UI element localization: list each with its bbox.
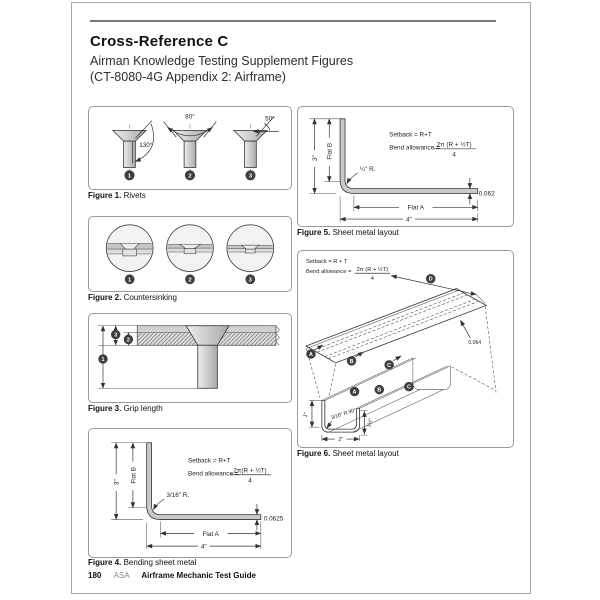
figure6-label: Figure 6. bbox=[297, 449, 331, 458]
figure6-formulas bbox=[306, 259, 390, 282]
badge-2: 2 bbox=[188, 173, 192, 180]
figure1-badges bbox=[124, 170, 255, 180]
figure1-caption bbox=[88, 191, 146, 200]
figure1-caption-text: Rivets bbox=[123, 191, 146, 200]
marker-d: D bbox=[428, 276, 433, 283]
page-footer bbox=[88, 571, 256, 580]
bend-allowance-numerator: 2π (R + ½T) bbox=[356, 266, 389, 273]
figure1-drawing bbox=[89, 107, 289, 187]
figure4-label: Figure 4. bbox=[88, 558, 122, 567]
dim-4in: 4" bbox=[406, 216, 412, 224]
figure5-caption-text: Sheet metal layout bbox=[332, 228, 399, 237]
bend-radius: 3/16" R 90° bbox=[330, 407, 358, 422]
figure2-badges bbox=[125, 274, 255, 284]
bend-radius: 3/16" R. bbox=[166, 491, 190, 499]
figure6-caption bbox=[297, 449, 399, 458]
rivet-3 bbox=[234, 115, 279, 178]
setback-formula: Setback = R+T bbox=[389, 131, 432, 139]
marker-a-formed: A bbox=[352, 389, 357, 396]
flat-pattern bbox=[306, 289, 486, 363]
figure1-box bbox=[88, 106, 292, 190]
thickness-value: 0.062 bbox=[478, 190, 495, 198]
subtitle-line-2: (CT-8080-4G Appendix 2: Airframe) bbox=[90, 70, 286, 84]
bend-allowance-label: Bend allowance = bbox=[188, 470, 239, 478]
figure3-label: Figure 3. bbox=[88, 404, 122, 413]
figure5-label: Figure 5. bbox=[297, 228, 331, 237]
dim-right-leg: 1½" bbox=[366, 417, 375, 429]
flat-a-label: Flat A bbox=[202, 530, 219, 538]
badge-3: 3 bbox=[248, 173, 253, 180]
dim-left-leg: 1" bbox=[302, 412, 310, 419]
rivet bbox=[186, 326, 229, 389]
formed-channel bbox=[322, 358, 451, 432]
dim-3in: 3" bbox=[311, 155, 319, 162]
figure6-drawing bbox=[298, 251, 511, 445]
setback-formula: Setback = R + T bbox=[306, 258, 348, 265]
badge-1: 1 bbox=[101, 356, 105, 363]
angle-80-label: 80° bbox=[185, 113, 195, 121]
page-header bbox=[90, 33, 500, 85]
bend-allowance-denominator: 4 bbox=[248, 477, 252, 485]
figure4-caption-text: Bending sheet metal bbox=[123, 558, 197, 567]
figure3-drawing bbox=[89, 314, 289, 400]
setback-formula: Setback = R+T bbox=[188, 457, 231, 465]
page-title: Cross-Reference C bbox=[90, 33, 229, 50]
countersink-1 bbox=[106, 225, 153, 272]
figure2-caption-text: Countersinking bbox=[123, 293, 177, 302]
figure4-dimensions bbox=[111, 443, 284, 551]
figure6-caption-text: Sheet metal layout bbox=[332, 449, 399, 458]
channel-dimensions bbox=[303, 400, 375, 443]
top-rule bbox=[90, 20, 496, 22]
dim-flat-b: Flat B bbox=[130, 466, 138, 484]
figure2-label: Figure 2. bbox=[88, 293, 122, 302]
figure3-box bbox=[88, 313, 292, 403]
countersink-2 bbox=[167, 225, 214, 272]
dim-4in: 4" bbox=[200, 543, 207, 551]
angle-130-label: 130° bbox=[139, 142, 153, 149]
marker-b-flat: B bbox=[349, 358, 354, 365]
subtitle-line-1: Airman Knowledge Testing Supplement Figures bbox=[90, 54, 354, 68]
thickness-value: 0.0625 bbox=[263, 515, 284, 523]
flat-a-label: Flat A bbox=[407, 204, 424, 212]
figure2-drawing bbox=[89, 217, 289, 289]
bent-sheet bbox=[340, 119, 478, 194]
marker-c-formed: C bbox=[406, 384, 411, 391]
badge-1: 1 bbox=[128, 277, 132, 284]
dim-3in: 3" bbox=[113, 479, 121, 486]
page-subtitle bbox=[90, 53, 500, 85]
figure4-box bbox=[88, 428, 292, 558]
marker-b-formed: B bbox=[377, 387, 382, 394]
page bbox=[71, 2, 531, 594]
figure3-caption-text: Grip length bbox=[123, 404, 163, 413]
page-number: 180 bbox=[88, 571, 102, 580]
badge-2: 2 bbox=[188, 277, 192, 284]
thickness-value: 0.064 bbox=[468, 340, 482, 347]
figure5-caption bbox=[297, 228, 399, 237]
book-title: Airframe Mechanic Test Guide bbox=[141, 571, 256, 580]
figure2-box bbox=[88, 216, 292, 292]
figure3-caption bbox=[88, 404, 163, 413]
rivet-1 bbox=[113, 121, 154, 178]
badge-3: 3 bbox=[248, 277, 252, 284]
figure5-dimensions bbox=[310, 119, 496, 224]
bend-allowance-denominator: 4 bbox=[452, 151, 456, 159]
figure6-box bbox=[297, 250, 514, 448]
bend-radius: ¼" R. bbox=[359, 165, 376, 173]
countersink-3 bbox=[227, 225, 274, 272]
dim-flat-b: Flat B bbox=[326, 142, 334, 160]
publisher: ASA bbox=[113, 571, 130, 580]
figure4-drawing bbox=[89, 429, 289, 555]
bent-sheet bbox=[147, 443, 261, 520]
marker-c-flat: C bbox=[387, 362, 392, 369]
marker-a-flat: A bbox=[308, 351, 313, 358]
figure5-box bbox=[297, 106, 514, 227]
figure4-caption bbox=[88, 558, 197, 567]
angle-50-label: 50° bbox=[265, 115, 275, 123]
bend-allowance-numerator: 2π(R + ½T) bbox=[233, 467, 267, 475]
bend-allowance-label: Bend allowance = bbox=[306, 268, 352, 275]
bend-allowance-numerator: 2π (R + ½T) bbox=[436, 141, 472, 149]
badge-3: 3 bbox=[114, 332, 118, 339]
rivet-2 bbox=[164, 113, 217, 178]
figure1-label: Figure 1. bbox=[88, 191, 122, 200]
bend-allowance-label: Bend allowance = bbox=[389, 144, 440, 152]
dim-bottom: 2" bbox=[338, 437, 343, 444]
bend-allowance-denominator: 4 bbox=[370, 276, 374, 283]
badge-2: 2 bbox=[126, 337, 130, 344]
figure2-caption bbox=[88, 293, 177, 302]
badge-1: 1 bbox=[127, 173, 132, 180]
figure5-drawing bbox=[298, 107, 511, 224]
